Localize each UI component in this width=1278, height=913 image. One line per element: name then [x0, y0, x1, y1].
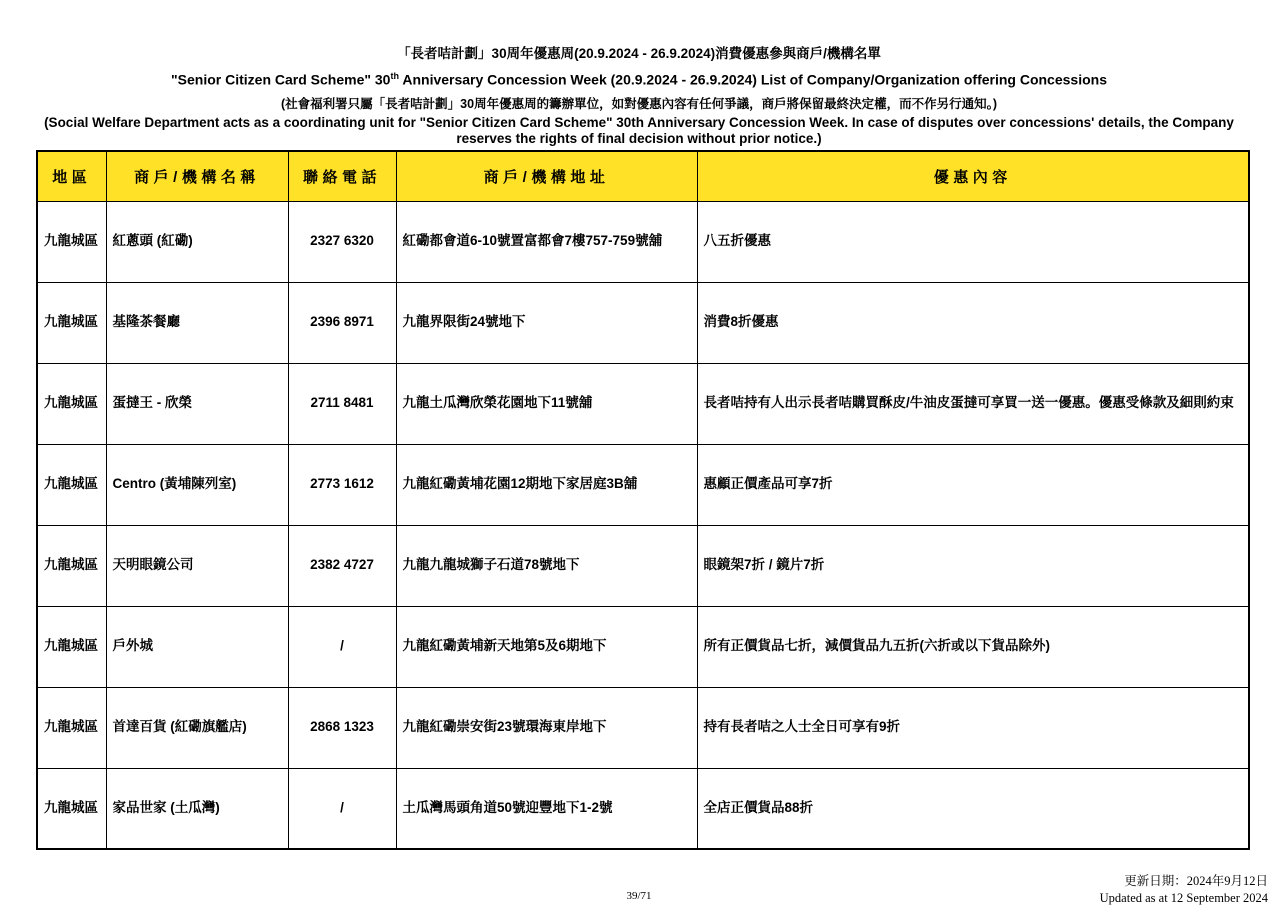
table-cell-address: 紅磡都會道6-10號置富都會7樓757-759號舖 [396, 201, 697, 282]
table-cell-district: 九龍城區 [37, 363, 106, 444]
table-cell-phone: 2382 4727 [288, 525, 396, 606]
table-cell-name: 基隆茶餐廳 [106, 282, 288, 363]
page-number: 39/71 [626, 890, 652, 902]
page-title-en-sup: th [390, 71, 399, 81]
table-cell-concession: 全店正價貨品88折 [697, 768, 1249, 849]
header-cell-district: 地區 [37, 151, 106, 201]
table-cell-name: 紅蔥頭 (紅磡) [106, 201, 288, 282]
page-title-en-pre: "Senior Citizen Card Scheme" 30 [171, 71, 391, 88]
updated-date [1100, 873, 1268, 907]
table-cell-address: 土瓜灣馬頭角道50號迎豐地下1-2號 [396, 768, 697, 849]
table-cell-district: 九龍城區 [37, 606, 106, 687]
header-cell-concession: 優惠內容 [697, 151, 1249, 201]
updated-date-en: Updated as at 12 September 2024 [1099, 891, 1268, 906]
coordination-note-zh: (社會福利署只屬「長者咭計劃」30周年優惠周的籌辦單位，如對優惠內容有任何爭議，商戶將保留最終決定權，而不作另行通知。) [281, 96, 997, 111]
table-cell-address: 九龍紅磡黃埔新天地第5及6期地下 [396, 606, 697, 687]
table-cell-concession: 所有正價貨品七折，減價貨品九五折(六折或以下貨品除外) [697, 606, 1249, 687]
table-cell-name: Centro (黃埔陳列室) [106, 444, 288, 525]
table-cell-name: 家品世家 (土瓜灣) [106, 768, 288, 849]
table-cell-district: 九龍城區 [37, 768, 106, 849]
table-cell-name: 蛋撻王 - 欣榮 [106, 363, 288, 444]
page-title-en-post: Anniversary Concession Week (20.9.2024 - 26.9.2024) List of Company/Organization offering Concessions [398, 71, 1107, 88]
header-cell-phone: 聯絡電話 [288, 151, 396, 201]
table-row [37, 444, 1249, 525]
title-block [29, 42, 1249, 166]
table-cell-phone: / [288, 768, 396, 849]
table-header-row [37, 151, 1249, 201]
page-title-zh: 「長者咭計劃」30周年優惠周(20.9.2024 - 26.9.2024)消費優惠參與商戶/機構名單 [397, 46, 881, 61]
concession-table [36, 150, 1250, 850]
header-cell-address: 商戶/機構地址 [396, 151, 697, 201]
table-row [37, 201, 1249, 282]
table-cell-phone: 2327 6320 [288, 201, 396, 282]
table-row [37, 606, 1249, 687]
table-row [37, 363, 1249, 444]
table-cell-concession: 持有長者咭之人士全日可享有9折 [697, 687, 1249, 768]
table-cell-name: 首達百貨 (紅磡旗艦店) [106, 687, 288, 768]
table-cell-concession: 惠顧正價產品可享7折 [697, 444, 1249, 525]
table-cell-district: 九龍城區 [37, 282, 106, 363]
table-cell-district: 九龍城區 [37, 201, 106, 282]
table-cell-address: 九龍紅磡崇安街23號環海東岸地下 [396, 687, 697, 768]
table-cell-district: 九龍城區 [37, 687, 106, 768]
table-cell-phone: / [288, 606, 396, 687]
table-cell-phone: 2868 1323 [288, 687, 396, 768]
table-cell-concession: 長者咭持有人出示長者咭購買酥皮/牛油皮蛋撻可享買一送一優惠。優惠受條款及細則約束 [697, 363, 1249, 444]
table-cell-address: 九龍土瓜灣欣榮花園地下11號舖 [396, 363, 697, 444]
table-cell-concession: 八五折優惠 [697, 201, 1249, 282]
table-row [37, 687, 1249, 768]
table-cell-address: 九龍九龍城獅子石道78號地下 [396, 525, 697, 606]
table-cell-phone: 2396 8971 [288, 282, 396, 363]
table-cell-name: 戶外城 [106, 606, 288, 687]
coordination-note-en: (Social Welfare Department acts as a coordinating unit for "Senior Citizen Card Scheme" 30th Anniversary Concession Week. In case of disputes over concessions' details, the Company reserves the rights of final decision without prior notice.) [44, 114, 1234, 146]
table-cell-concession: 消費8折優惠 [697, 282, 1249, 363]
header-cell-name: 商戶/機構名稱 [106, 151, 288, 201]
table-row [37, 282, 1249, 363]
table-cell-phone: 2773 1612 [288, 444, 396, 525]
table-cell-name: 天明眼鏡公司 [106, 525, 288, 606]
table-row [37, 768, 1249, 849]
table-cell-district: 九龍城區 [37, 444, 106, 525]
updated-date-zh: 更新日期：2024年9月12日 [1124, 874, 1268, 889]
table-cell-address: 九龍界限街24號地下 [396, 282, 697, 363]
table-cell-address: 九龍紅磡黃埔花園12期地下家居庭3B舖 [396, 444, 697, 525]
table-cell-district: 九龍城區 [37, 525, 106, 606]
table-cell-phone: 2711 8481 [288, 363, 396, 444]
table-cell-concession: 眼鏡架7折 / 鏡片7折 [697, 525, 1249, 606]
table-row [37, 525, 1249, 606]
page-title-en [29, 71, 1249, 88]
